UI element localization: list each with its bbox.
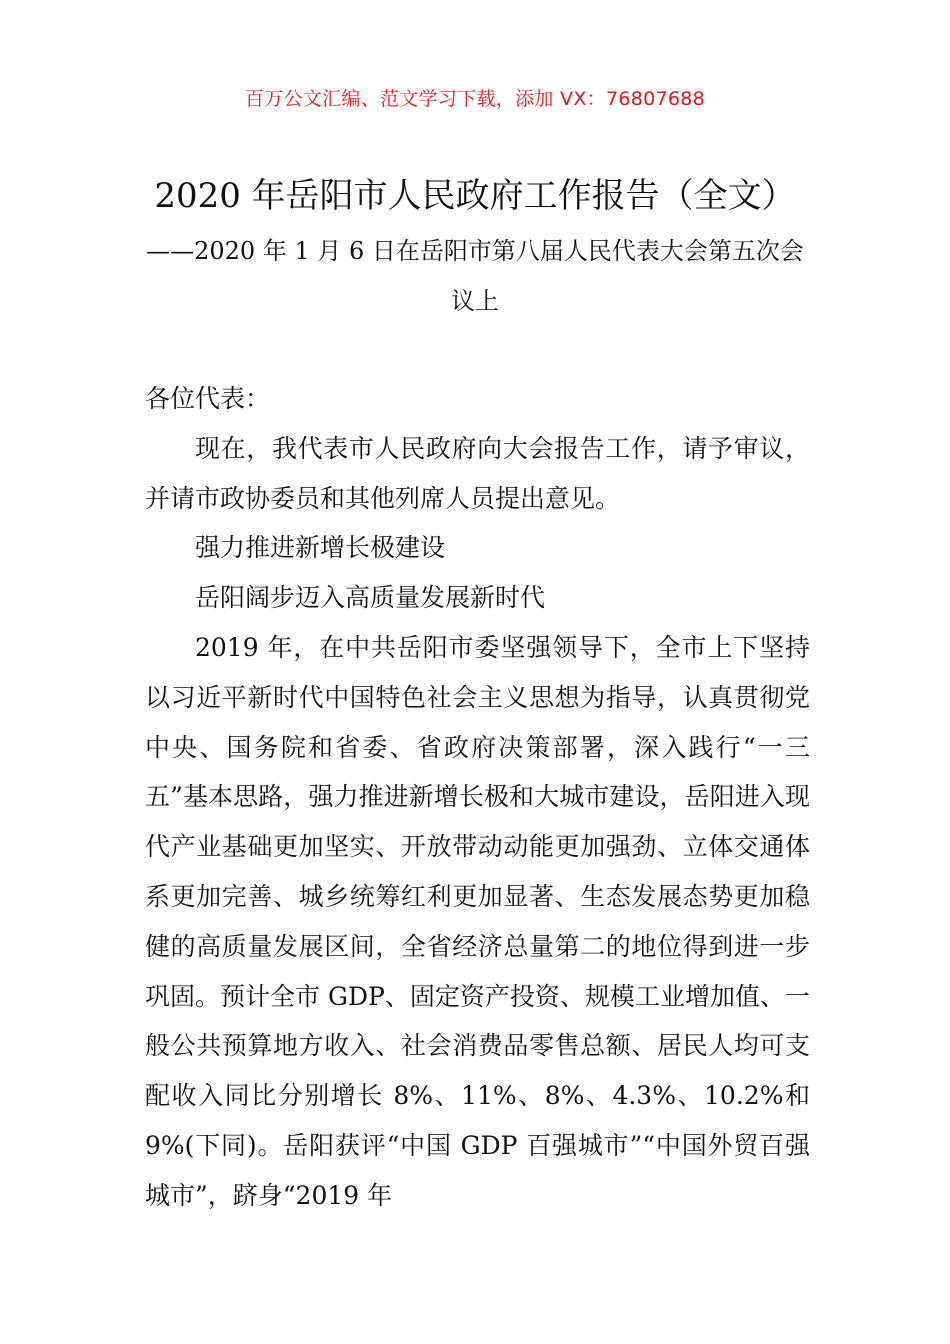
document-subtitle: ——2020 年 1 月 6 日在岳阳市第八届人民代表大会第五次会议上 [146,237,804,315]
document-body [145,374,810,1221]
salutation: 各位代表： [145,384,271,413]
section-subheading: 岳阳阔步迈入高质量发展新时代 [195,583,546,613]
document-title: 2020 年岳阳市人民政府工作报告（全文） [154,176,796,216]
paragraph-review-2019: 2019 年，在中共岳阳市委坚强领导下，全市上下坚持以习近平新时代中国特色社会主义思想为指导，认真贯彻党中央、国务院和省委、省政府决策部署，深入践行“一三五”基本思路，强力推进新增长极和大城市建设，岳阳进入现代产业基础更加坚实、开放带动动能更加强劲、立体交通体系更加完善、城乡统筹红利更加显著、生态发展态势更加稳健的高质量发展区间，全省经济总量第二的地位得到进一步巩固。预计全市 GDP、固定资产投资、规模工业增加值、一般公共预算地方收入、社会消费品零售总额、居民人均可支配收入同比分别增长 8%、11%、8%、4.3%、10.2%和 9%(下同)。岳阳获评“中国 GDP 百强城市”“中国外贸百强城市”，跻身“2019 年 [145,632,810,1210]
paragraph-intro: 现在，我代表市人民政府向大会报告工作，请予审议，并请市政协委员和其他列席人员提出意见。 [145,433,810,513]
promo-header: 百万公文汇编、范文学习下载，添加 VX：76807688 [244,88,706,110]
section-heading: 强力推进新增长极建设 [195,533,446,563]
